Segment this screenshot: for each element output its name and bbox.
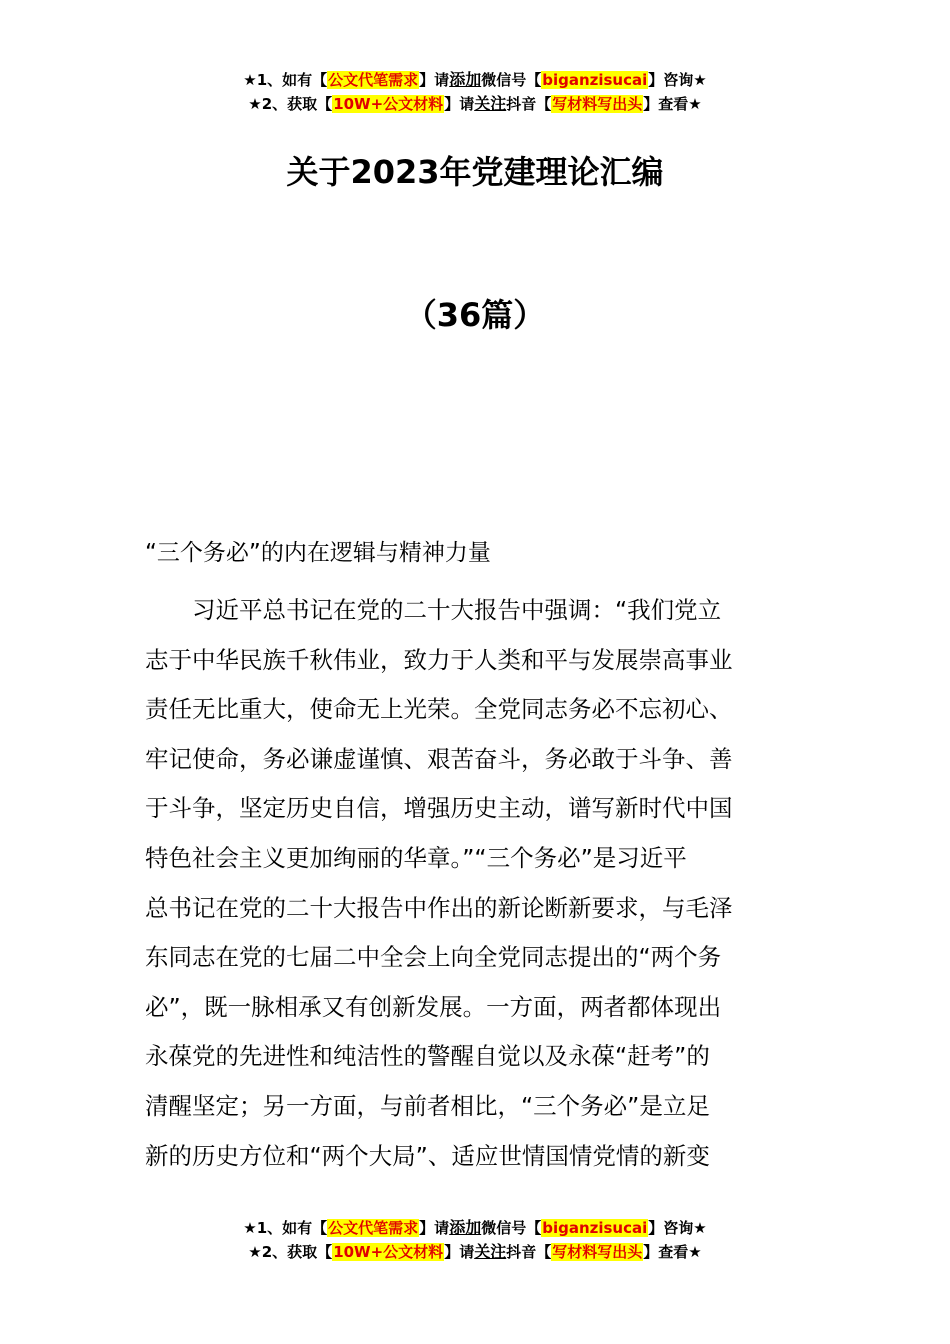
promo-line-1: ★1、如有【公文代笔需求】请添加微信号【biganzisucai】咨询★ — [243, 70, 707, 89]
paragraph-line: 东同志在党的七届二中全会上向全党同志提出的“两个务 — [145, 943, 722, 972]
paragraph-line: 于斗争，坚定历史自信，增强历史主动，谱写新时代中国 — [145, 794, 733, 823]
paragraph-line: 永葆党的先进性和纯洁性的警醒自觉以及永葆“赶考”的 — [145, 1042, 710, 1071]
paragraph-line: 清醒坚定；另一方面，与前者相比，“三个务必”是立足 — [145, 1091, 710, 1120]
promo-banner-bottom — [0, 1216, 950, 1264]
paragraph-line: 特色社会主义更加绚丽的华章。”“三个务必”是习近平 — [145, 843, 687, 872]
section-heading: “三个务必”的内在逻辑与精神力量 — [145, 540, 491, 566]
highlight-douyin-id: 写材料写出头 — [552, 95, 643, 113]
paragraph-line: 总书记在党的二十大报告中作出的新论断新要求，与毛泽 — [145, 893, 733, 922]
highlight-service: 公文代笔需求 — [328, 1219, 419, 1237]
paragraph-line: 习近平总书记在党的二十大报告中强调：“我们党立 — [145, 596, 722, 624]
highlight-wechat-id: biganzisucai — [542, 71, 648, 89]
body-paragraph — [145, 586, 805, 1181]
paragraph-line: 必”，既一脉相承又有创新发展。一方面，两者都体现出 — [145, 992, 722, 1021]
paragraph-line: 责任无比重大，使命无上光荣。全党同志务必不忘初心、 — [145, 695, 733, 724]
document-title: 关于2023年党建理论汇编 — [286, 153, 664, 191]
promo-line-1: ★1、如有【公文代笔需求】请添加微信号【biganzisucai】咨询★ — [243, 1218, 707, 1237]
highlight-materials: 10W+公文材料 — [333, 1243, 444, 1261]
promo-line-2: ★2、获取【10W+公文材料】请关注抖音【写材料写出头】查看★ — [248, 1242, 702, 1261]
paragraph-line: 牢记使命，务必谦虚谨慎、艰苦奋斗，务必敢于斗争、善 — [145, 744, 733, 773]
highlight-douyin-id: 写材料写出头 — [552, 1243, 643, 1261]
highlight-service: 公文代笔需求 — [328, 71, 419, 89]
promo-banner-top — [0, 68, 950, 116]
paragraph-line: 志于中华民族千秋伟业，致力于人类和平与发展崇高事业 — [145, 645, 733, 674]
highlight-wechat-id: biganzisucai — [542, 1219, 648, 1237]
document-subtitle: （36篇） — [404, 296, 546, 334]
promo-line-2: ★2、获取【10W+公文材料】请关注抖音【写材料写出头】查看★ — [248, 94, 702, 113]
paragraph-line: 新的历史方位和“两个大局”、适应世情国情党情的新变 — [145, 1141, 710, 1170]
highlight-materials: 10W+公文材料 — [333, 95, 444, 113]
